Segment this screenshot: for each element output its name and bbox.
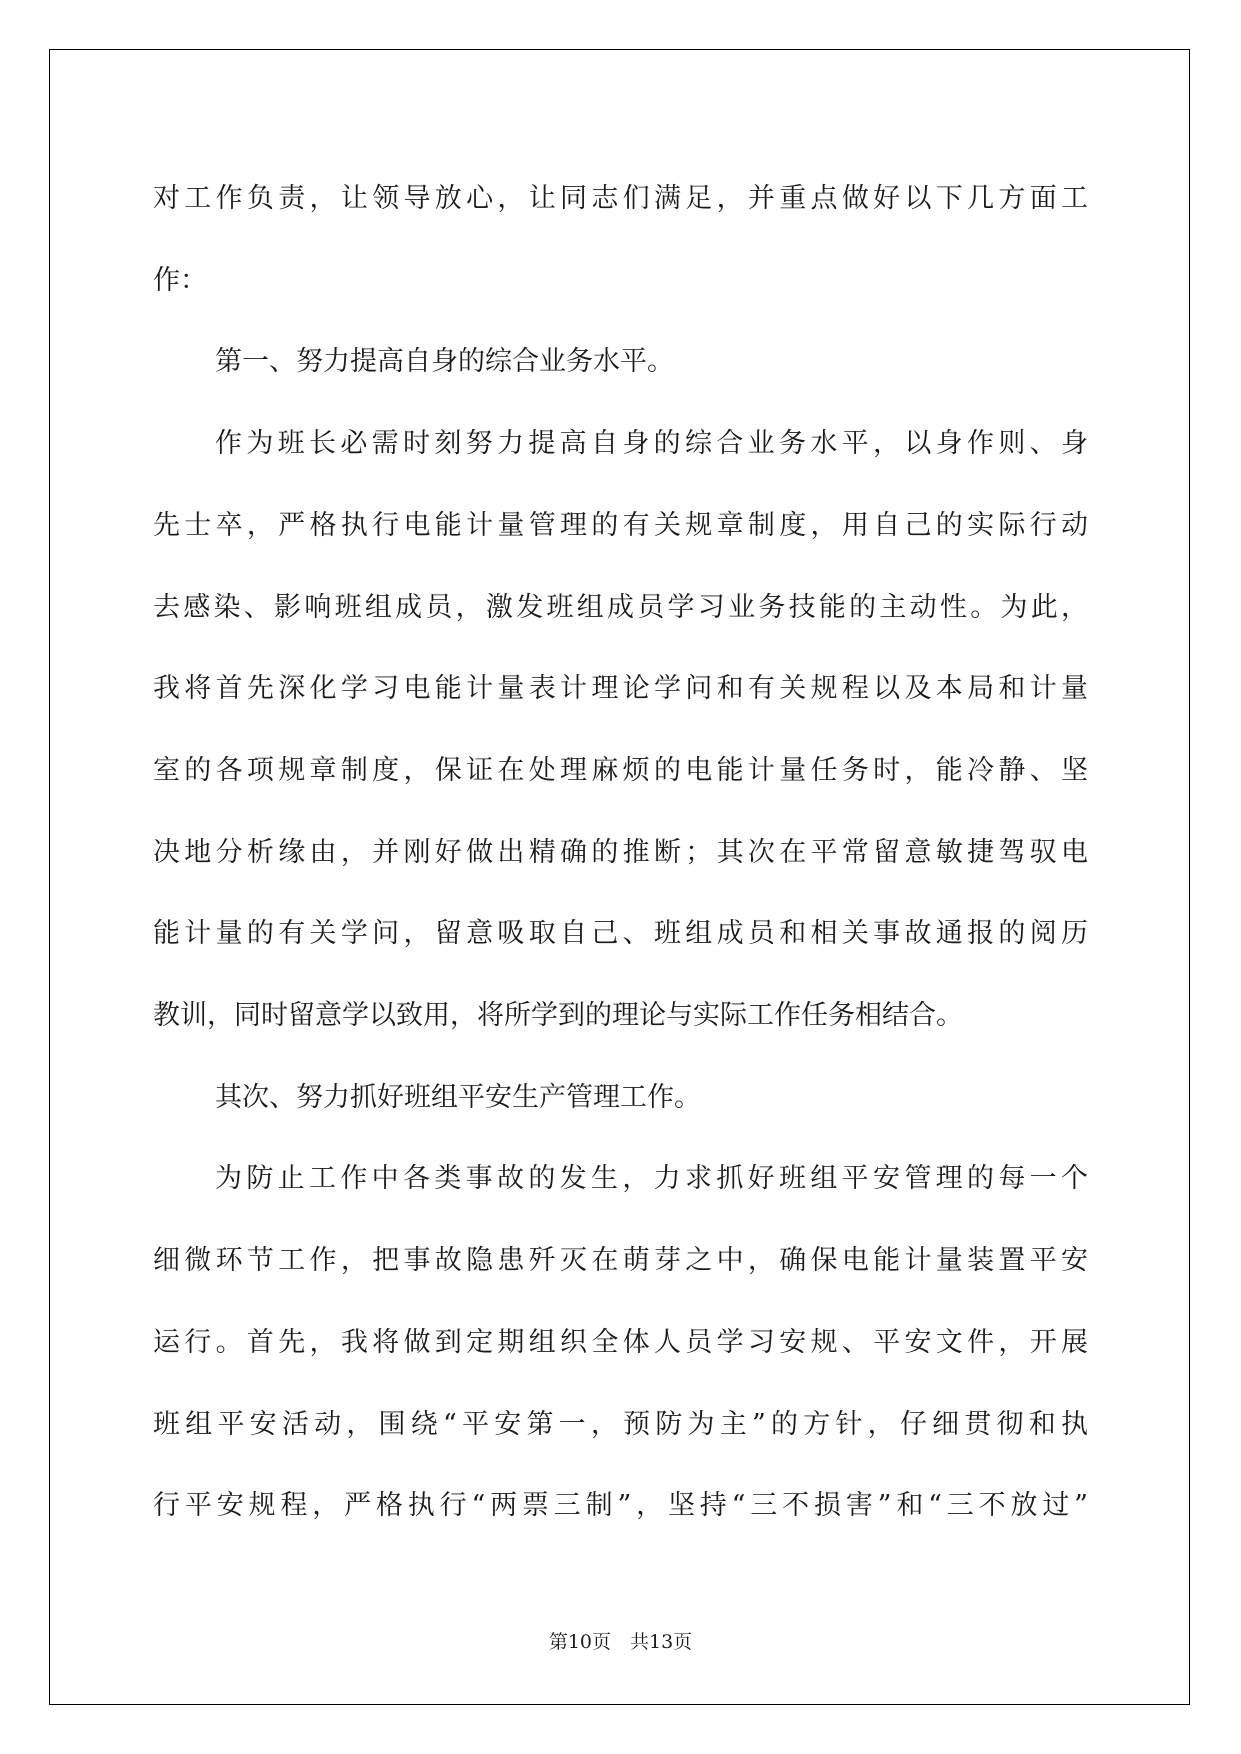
text-line: 为防止工作中各类事故的发生，力求抓好班组平安管理的每一个: [215, 1163, 1088, 1195]
page-footer: [0, 1627, 1241, 1654]
text-line: 先士卒，严格执行电能计量管理的有关规章制度，用自己的实际行动: [153, 509, 1088, 541]
document-body: [153, 158, 1088, 1547]
text-line: 作：: [153, 264, 207, 296]
text-line: 我将首先深化学习电能计量表计理论学问和有关规程以及本局和计量: [153, 673, 1088, 705]
text-line: 班组平安活动，围绕“平安第一，预防为主”的方针，仔细贯彻和执: [153, 1408, 1088, 1440]
page-number: 第10页 共13页: [548, 1631, 693, 1653]
text-line: 作为班长必需时刻努力提高自身的综合业务水平，以身作则、身: [215, 428, 1088, 460]
text-line: 对工作负责，让领导放心，让同志们满足，并重点做好以下几方面工: [153, 183, 1088, 214]
text-line: 第一、努力提高自身的综合业务水平。: [215, 346, 674, 378]
text-line: 运行。首先，我将做到定期组织全体人员学习安规、平安文件，开展: [153, 1326, 1088, 1358]
text-line: 细微环节工作，把事故隐患歼灭在萌芽之中，确保电能计量装置平安: [153, 1245, 1088, 1277]
text-line: 室的各项规章制度，保证在处理麻烦的电能计量任务时，能冷静、坚: [153, 754, 1088, 786]
text-line: 教训，同时留意学以致用，将所学到的理论与实际工作任务相结合。: [153, 1000, 963, 1032]
text-line: 能计量的有关学问，留意吸取自己、班组成员和相关事故通报的阅历: [153, 918, 1088, 950]
text-line: 去感染、影响班组成员，激发班组成员学习业务技能的主动性。为此，: [153, 591, 1088, 623]
text-line: 行平安规程，严格执行“两票三制”，坚持“三不损害”和“三不放过”: [153, 1490, 1088, 1522]
text-line: 决地分析缘由，并刚好做出精确的推断；其次在平常留意敏捷驾驭电: [153, 836, 1088, 868]
text-line: 其次、努力抓好班组平安生产管理工作。: [215, 1081, 701, 1113]
